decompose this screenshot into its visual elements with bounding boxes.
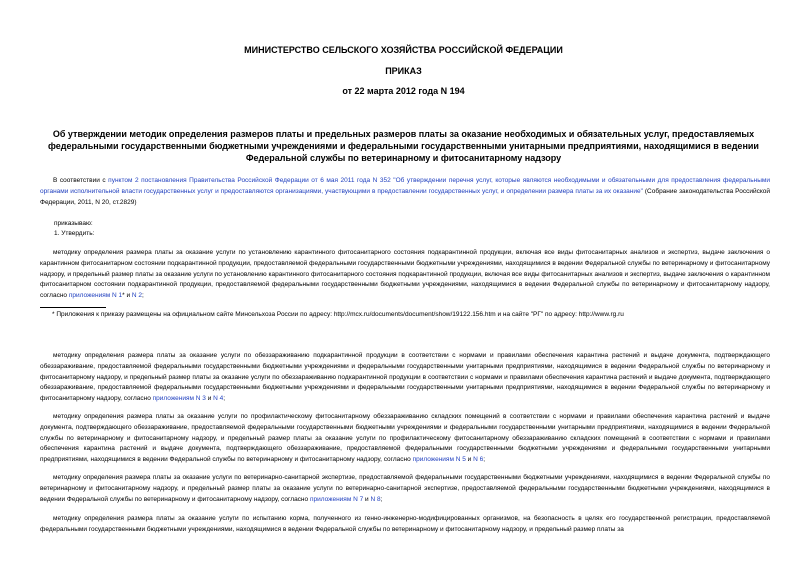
- footnote-divider: [40, 307, 106, 308]
- appendix-link[interactable]: N 2: [131, 292, 143, 300]
- appendix-link[interactable]: приложениям N 7: [309, 495, 364, 503]
- appendix-link[interactable]: приложениям N 5: [412, 456, 466, 464]
- list-item: [40, 473, 770, 505]
- approve-label: 1. Утвердить:: [54, 230, 95, 237]
- doc-type-heading: ПРИКАЗ: [385, 66, 422, 76]
- preamble-text-b: (Собрание законодательства Российской Федерации, 2011, N 20, ст.2829): [40, 187, 770, 206]
- appendix-link[interactable]: N 8: [370, 495, 381, 503]
- item-text: методику определения размера платы за оказание услуги по установлению карантинного фитосанитарного состояния подкарантинной продукции, включая все виды фитосанитарных анализов и экспертиз, выдаче заключения о карантинном фитосанитарном состоянии подкарантинной продукции, предоставляемой федеральными государственными бюджетными учреждениями, находящимися в ведении Федеральной службы по ветеринарному и фитосанитарному надзору, и предельный размер платы за оказание услуги по установлению карантинного фитосанитарного состояния подкарантинной продукции, включая все виды фитосанитарных анализов и экспертиз, выдаче заключения о карантинном фитосанитарном состоянии подкарантинной продукции, предоставляемой федеральными государственными бюджетными учреждениями, находящимися в ведении Федеральной службы по ветеринарному и фитосанитарному надзору, согласно: [40, 249, 770, 300]
- preamble-paragraph: [40, 176, 770, 208]
- item-text: методику определения размера платы за оказание услуги по профилактическому фитосанитарному обеззараживанию складских помещений в соответствии с нормами и правилами обеспечения карантина растений и выдаче документа, подтверждающего обеззараживание, предоставляемой федеральными государственными бюджетными учреждениями и федеральными государственными унитарными предприятиями, находящимися в ведении Федеральной службы по ветеринарному и фитосанитарному надзору, и предельный размер платы за оказание услуги по профилактическому фитосанитарному обеззараживанию складских помещений в соответствии с нормами и правилами обеспечения карантина растений и выдаче документа, подтверждающего обеззараживание, предоставляемой федеральными государственными бюджетными учреждениями и федеральными государственными унитарными предприятиями, находящимися в ведении Федеральной службы по ветеринарному и фитосанитарному надзору, согласно: [40, 413, 770, 464]
- appendix-link[interactable]: приложениям N 1: [68, 292, 123, 300]
- item-text: и: [465, 456, 474, 464]
- orders-label: приказываю:: [54, 220, 93, 227]
- list-item: [40, 351, 770, 405]
- list-item: [40, 412, 770, 466]
- item-text: ;: [142, 292, 144, 300]
- item-text: методику определения размера платы за оказание услуги по испытанию корма, полученного из генно-инженерно-модифицированных организмов, на безопасность в целях его государственной регистрации, предоставляемой федеральными государственными бюджетными учреждениями, находящимися в ведении Федеральной службы по ветеринарному и фитосанитарному надзору, и предельный размер платы за: [40, 515, 770, 533]
- appendix-link[interactable]: N 6: [473, 456, 484, 464]
- item-text: ;: [483, 456, 486, 464]
- preamble-link[interactable]: пунктом 2 постановления Правительства Российской Федерации от 6 мая 2011 года N 352 "Об утверждении перечня услуг, которые являются необходимыми и обязательными для предоставления федеральными органами исполнительной власти государственных услуг и предоставляются организациями, участвующими в предоставлении государственных услуг, и определении размера платы за их оказание": [40, 177, 771, 195]
- item-text: ;: [380, 495, 383, 503]
- preamble-text-a: В соответствии с: [53, 177, 109, 184]
- item-text: методику определения размера платы за оказание услуги по ветеринарно-санитарной экспертизе, предоставляемой федеральными государственными бюджетными учреждениями, находящимися в ведении Федеральной службы по ветеринарному и фитосанитарному надзору, и предельный размер платы за оказание услуги по ветеринарно-санитарной экспертизе, предоставляемой федеральными государственными бюджетными учреждениями, находящимися в ведении Федеральной службы по ветеринарному и фитосанитарному надзору, согласно: [40, 474, 770, 503]
- item-text: методику определения размера платы за оказание услуги по обеззараживанию подкарантинной продукции в соответствии с нормами и правилами обеспечения карантина растений и выдаче документа, подтверждающего обеззараживание, предоставляемой федеральными государственными бюджетными учреждениями и федеральными государственными унитарными предприятиями, находящимися в ведении Федеральной службы по ветеринарному и фитосанитарному надзору, и предельный размер платы за оказание услуги по обеззараживанию подкарантинной продукции в соответствии с нормами и правилами обеспечения карантина растений и выдаче документа, подтверждающего обеззараживание, предоставляемой федеральными государственными бюджетными учреждениями и федеральными государственными унитарными предприятиями, находящимися в ведении Федеральной службы по ветеринарному и фитосанитарному надзору, согласно: [40, 352, 770, 403]
- appendix-link[interactable]: приложениям N 3: [152, 395, 206, 403]
- list-item: [40, 514, 770, 536]
- ministry-heading: МИНИСТЕРСТВО СЕЛЬСКОГО ХОЗЯЙСТВА РОССИЙСКОЙ ФЕДЕРАЦИИ: [244, 45, 563, 55]
- list-item: [40, 248, 770, 302]
- doc-date-heading: от 22 марта 2012 года N 194: [342, 86, 465, 96]
- document-title: Об утверждении методик определения размеров платы и предельных размеров платы за оказание необходимых и обязательных услуг, предоставляемых федеральными государственными бюджетными учреждениями и федеральными государственными унитарными предприятиями, находящимися в ведении Федеральной службы по ветеринарному и фитосанитарному надзору: [48, 129, 759, 163]
- footnote-text: * Приложения к приказу размещены на официальном сайте Минсельхоза России по адресу: http://mcx.ru/documents/document/show/19122.156.htm и на сайте "РГ" по адресу: http://www.rg.ru: [52, 311, 624, 318]
- item-text: ;: [223, 395, 226, 403]
- item-text: * и: [122, 292, 132, 300]
- item-text: и: [363, 495, 371, 503]
- item-text: и: [205, 395, 214, 403]
- appendix-link[interactable]: N 4: [213, 395, 224, 403]
